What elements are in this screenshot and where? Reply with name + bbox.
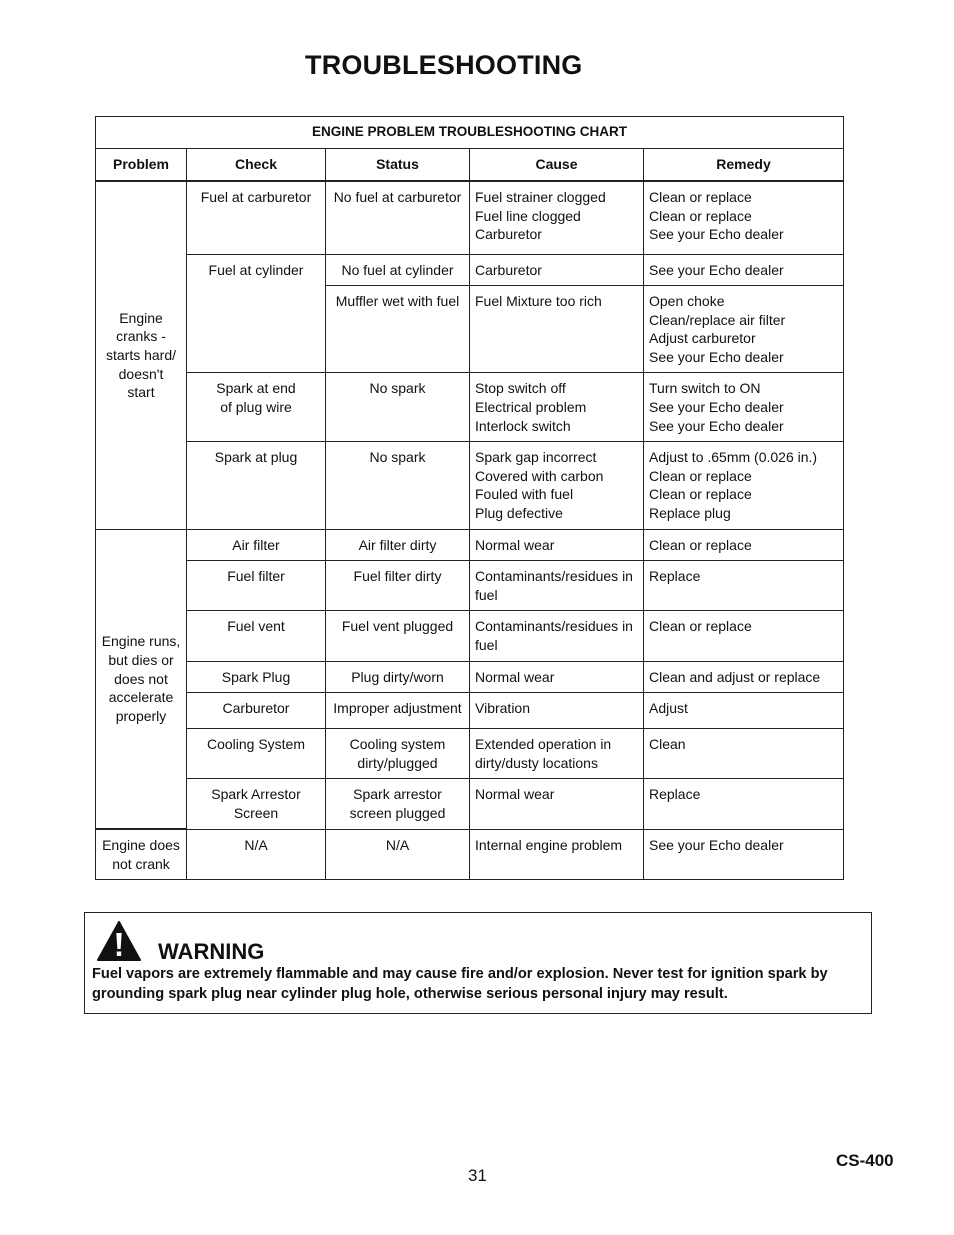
table-row	[96, 779, 844, 829]
check-cell: Cooling System	[187, 729, 326, 779]
status-cell: Plug dirty/worn	[326, 661, 470, 693]
problem-cell: Engine cranks - starts hard/ doesn't start	[96, 181, 187, 529]
cause-cell: Spark gap incorrect Covered with carbon Fouled with fuel Plug defective	[470, 442, 644, 529]
remedy-cell: Clean or replace Clean or replace See your Echo dealer	[644, 181, 844, 254]
remedy-cell: Clean and adjust or replace	[644, 661, 844, 693]
table-row	[96, 561, 844, 611]
status-cell: Air filter dirty	[326, 529, 470, 561]
remedy-cell: See your Echo dealer	[644, 829, 844, 880]
remedy-cell: Adjust	[644, 693, 844, 729]
remedy-cell: Clean or replace	[644, 611, 844, 661]
page-number: 31	[468, 1166, 487, 1185]
status-cell: Muffler wet with fuel	[326, 286, 470, 373]
cause-cell: Contaminants/residues in fuel	[470, 561, 644, 611]
table-row	[96, 254, 844, 286]
status-cell: Improper adjustment	[326, 693, 470, 729]
remedy-cell: Turn switch to ON See your Echo dealer See your Echo dealer	[644, 373, 844, 442]
check-cell: Air filter	[187, 529, 326, 561]
table-row	[96, 611, 844, 661]
check-cell: Carburetor	[187, 693, 326, 729]
column-header-status: Status	[326, 149, 470, 182]
column-header-remedy: Remedy	[644, 149, 844, 182]
table-row	[96, 373, 844, 442]
check-cell: Spark at plug	[187, 442, 326, 529]
table-row	[96, 729, 844, 779]
check-cell: Fuel vent	[187, 611, 326, 661]
status-cell: No fuel at carburetor	[326, 181, 470, 254]
status-cell: Fuel vent plugged	[326, 611, 470, 661]
table-row	[96, 529, 844, 561]
remedy-cell: See your Echo dealer	[644, 254, 844, 286]
troubleshooting-table	[95, 116, 844, 880]
status-cell: Fuel filter dirty	[326, 561, 470, 611]
problem-cell: Engine runs, but dies or does not accelerate properly	[96, 529, 187, 829]
check-cell: Spark Arrestor Screen	[187, 779, 326, 829]
column-header-check: Check	[187, 149, 326, 182]
warning-box	[84, 912, 872, 1014]
column-header-problem: Problem	[96, 149, 187, 182]
status-cell: Cooling system dirty/plugged	[326, 729, 470, 779]
remedy-cell: Replace	[644, 561, 844, 611]
cause-cell: Fuel strainer clogged Fuel line clogged Carburetor	[470, 181, 644, 254]
check-cell: Spark Plug	[187, 661, 326, 693]
cause-cell: Internal engine problem	[470, 829, 644, 880]
cause-cell: Fuel Mixture too rich	[470, 286, 644, 373]
status-cell: N/A	[326, 829, 470, 880]
check-cell: Fuel filter	[187, 561, 326, 611]
check-cell: N/A	[187, 829, 326, 880]
warning-title: WARNING	[158, 939, 265, 964]
cause-cell: Normal wear	[470, 529, 644, 561]
status-cell: No spark	[326, 373, 470, 442]
cause-cell: Carburetor	[470, 254, 644, 286]
table-row	[96, 442, 844, 529]
remedy-cell: Open choke Clean/replace air filter Adjust carburetor See your Echo dealer	[644, 286, 844, 373]
table-row	[96, 829, 844, 880]
cause-cell: Vibration	[470, 693, 644, 729]
warning-text: Fuel vapors are extremely flammable and may cause fire and/or explosion. Never test for ignition spark by grounding spark plug near cylinder plug hole, otherwise serious personal injury may result.	[92, 966, 828, 1002]
check-cell: Fuel at cylinder	[187, 254, 326, 373]
remedy-cell: Adjust to .65mm (0.026 in.) Clean or replace Clean or replace Replace plug	[644, 442, 844, 529]
check-cell: Fuel at carburetor	[187, 181, 326, 254]
column-header-cause: Cause	[470, 149, 644, 182]
page-title: TROUBLESHOOTING	[305, 50, 583, 80]
table-row	[96, 661, 844, 693]
table-row	[96, 693, 844, 729]
remedy-cell: Clean	[644, 729, 844, 779]
warning-triangle-icon	[97, 921, 141, 961]
table-caption: ENGINE PROBLEM TROUBLESHOOTING CHART	[96, 117, 844, 149]
problem-cell: Engine does not crank	[96, 829, 187, 880]
cause-cell: Normal wear	[470, 661, 644, 693]
remedy-cell: Replace	[644, 779, 844, 829]
status-cell: No spark	[326, 442, 470, 529]
cause-cell: Extended operation in dirty/dusty locations	[470, 729, 644, 779]
cause-cell: Contaminants/residues in fuel	[470, 611, 644, 661]
table-row	[96, 181, 844, 254]
model-label: CS-400	[836, 1151, 894, 1170]
status-cell: No fuel at cylinder	[326, 254, 470, 286]
check-cell: Spark at end of plug wire	[187, 373, 326, 442]
cause-cell: Stop switch off Electrical problem Interlock switch	[470, 373, 644, 442]
cause-cell: Normal wear	[470, 779, 644, 829]
remedy-cell: Clean or replace	[644, 529, 844, 561]
status-cell: Spark arrestor screen plugged	[326, 779, 470, 829]
